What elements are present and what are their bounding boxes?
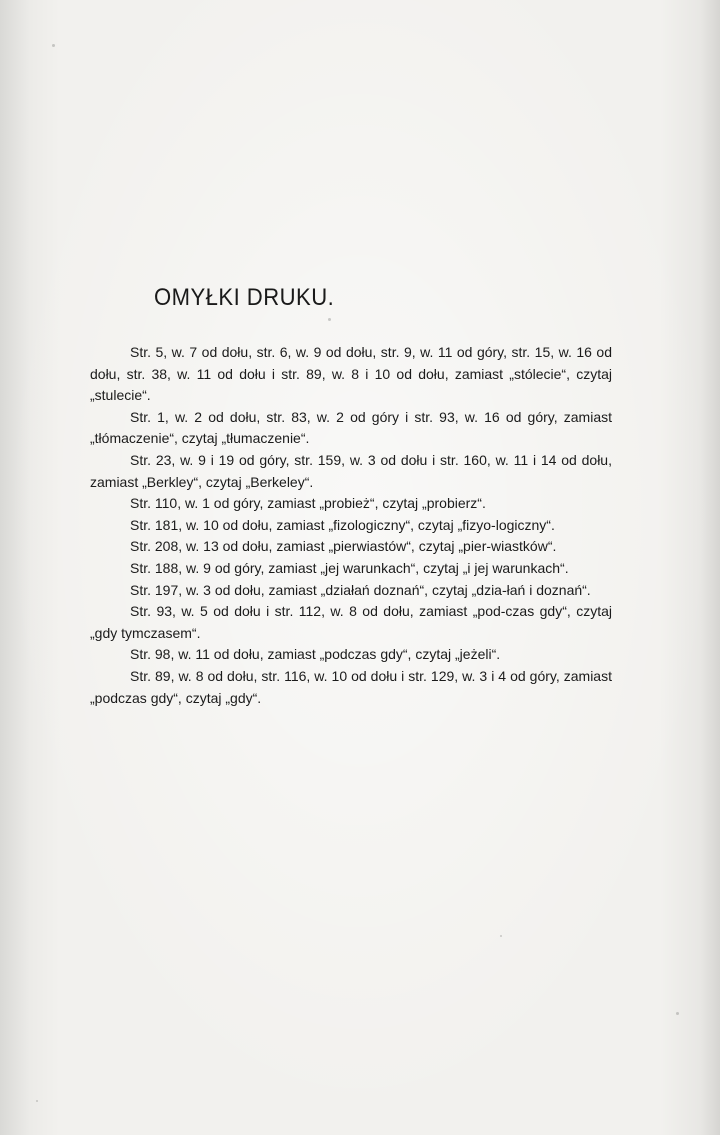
scan-speck bbox=[500, 935, 502, 937]
scan-speck bbox=[36, 1100, 38, 1102]
errata-entry: Str. 23, w. 9 i 19 od góry, str. 159, w. 3 od dołu i str. 160, w. 11 i 14 od dołu, zamiast „Berkley“, czytaj „Berkeley“. bbox=[90, 451, 612, 490]
errata-entry: Str. 208, w. 13 od dołu, zamiast „pierwiastów“, czytaj „pier-wiastków“. bbox=[130, 538, 557, 555]
page-title: OMYŁKI DRUKU. bbox=[154, 284, 335, 311]
errata-entry: Str. 5, w. 7 od dołu, str. 6, w. 9 od dołu, str. 9, w. 11 od góry, str. 15, w. 16 od dołu, str. 38, w. 11 od dołu i str. 89, w. 8 i 10 od dołu, zamiast „stólecie“, czytaj „stulecie“. bbox=[90, 344, 612, 404]
scan-speck bbox=[52, 44, 55, 47]
errata-list bbox=[90, 342, 612, 709]
errata-entry: Str. 181, w. 10 od dołu, zamiast „fizologiczny“, czytaj „fizyo-logiczny“. bbox=[130, 516, 555, 533]
scan-speck bbox=[676, 1012, 679, 1015]
errata-entry: Str. 1, w. 2 od dołu, str. 83, w. 2 od góry i str. 93, w. 16 od góry, zamiast „tłómaczenie“, czytaj „tłumaczenie“. bbox=[90, 408, 612, 447]
errata-entry: Str. 110, w. 1 od góry, zamiast „probież“, czytaj „probierz“. bbox=[130, 495, 486, 512]
errata-entry: Str. 98, w. 11 od dołu, zamiast „podczas gdy“, czytaj „jeżeli“. bbox=[130, 646, 501, 663]
errata-entry: Str. 89, w. 8 od dołu, str. 116, w. 10 od dołu i str. 129, w. 3 i 4 od góry, zamiast „podczas gdy“, czytaj „gdy“. bbox=[90, 667, 612, 706]
errata-entry: Str. 93, w. 5 od dołu i str. 112, w. 8 od dołu, zamiast „pod-czas gdy“, czytaj „gdy tymczasem“. bbox=[90, 603, 612, 641]
errata-entry: Str. 197, w. 3 od dołu, zamiast „działań doznań“, czytaj „dzia-łań i doznań“. bbox=[130, 581, 591, 598]
scan-speck bbox=[328, 318, 331, 321]
errata-entry: Str. 188, w. 9 od góry, zamiast „jej warunkach“, czytaj „i jej warunkach“. bbox=[130, 559, 569, 576]
